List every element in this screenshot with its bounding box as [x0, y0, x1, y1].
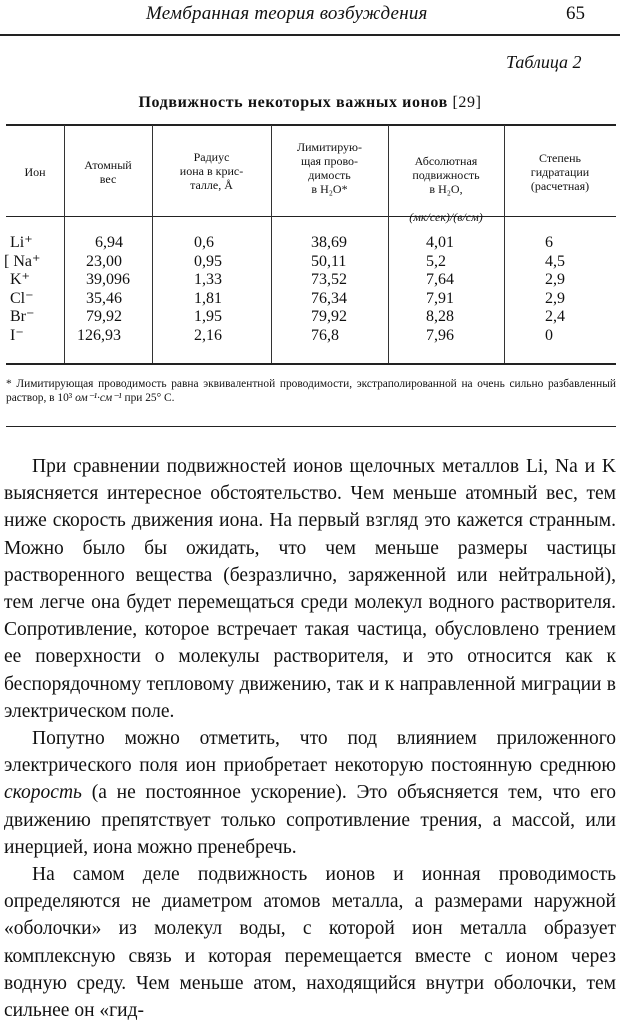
table-cell: 5,2 — [426, 252, 446, 270]
table-cell: 6 — [545, 234, 553, 251]
column-header-radius: Радиус иона в крис- талле, Å — [179, 150, 244, 192]
table-cell: 4,5 — [545, 252, 565, 270]
table-cell: 38,69 — [311, 234, 347, 251]
table-cell: 2,16 — [194, 326, 222, 344]
table-cell: 1,81 — [194, 289, 222, 307]
paragraph — [4, 725, 616, 861]
paragraph-text: Попутно можно отметить, что под влиянием приложенного электрического поля ион приобретает некоторую постоянную среднюю — [4, 728, 616, 777]
hydration-column — [545, 234, 565, 346]
table-cell: 4,01 — [426, 234, 454, 251]
column-header-hydration: Степень гидратации (расчетная) — [530, 151, 590, 193]
ion-column — [4, 234, 41, 346]
table-cell: 7,64 — [426, 271, 454, 289]
column-header-ion: Ион — [24, 165, 46, 179]
absolute-mobility-units: (мк/сек)/(в/см) — [409, 210, 483, 224]
table-cell: 2,9 — [545, 271, 565, 289]
table-cell: 0,95 — [194, 252, 222, 270]
limiting-conductivity-column — [311, 234, 347, 346]
table-title-text: Подвижность некоторых важных ионов — [138, 94, 448, 111]
table-cell: Br⁻ — [10, 308, 35, 326]
table-cell: 8,28 — [426, 308, 454, 326]
table-cell: 6,94 — [95, 234, 123, 251]
table-cell: 79,92 — [86, 308, 122, 326]
radius-column — [194, 234, 222, 346]
table-title — [0, 94, 620, 112]
footnote-text: * Лимитирующая проводимость равна эквивалентной проводимости, экстраполированной на очень сильно разбавленный раствор, в 10³ — [6, 378, 616, 404]
table-cell: 35,46 — [86, 289, 122, 307]
table-cell: 7,96 — [426, 326, 454, 344]
running-title: Мембранная теория возбуждения — [146, 3, 428, 24]
table-cell: 2,4 — [545, 308, 565, 326]
table-reference: [29] — [452, 94, 482, 111]
table-bottom-rule — [6, 363, 616, 365]
table-cell: 23,00 — [86, 252, 122, 270]
table-cell: 73,52 — [311, 271, 347, 289]
table-cell: 76,8 — [311, 326, 339, 344]
table-cell: 7,91 — [426, 289, 454, 307]
paragraph-text: (а не постоянное ускорение). Это объясняется тем, что его движению препятствует только сопротивление трения, а массой, или инерцией, иона можно пренебречь. — [4, 782, 616, 858]
table-cell: 1,95 — [194, 308, 222, 326]
table-cell: 2,9 — [545, 289, 565, 307]
column-header-absolute-mobility — [388, 140, 504, 238]
table-cell: K⁺ — [10, 271, 30, 289]
absolute-mobility-label: Абсолютная подвижность в H₂O, — [412, 154, 480, 196]
absolute-mobility-column — [426, 234, 454, 346]
table-cell: [ Na⁺ — [4, 252, 41, 270]
column-header-limiting-conductivity: Лимитирую- щая прово- димость в H₂O* — [296, 140, 363, 196]
atomic-weight-column — [77, 234, 130, 346]
table-cell: Li⁺ — [10, 234, 33, 251]
table-footnote — [6, 377, 616, 405]
footnote-rule — [6, 426, 616, 427]
table-cell: 0 — [545, 326, 553, 344]
page-number: 65 — [566, 3, 585, 24]
table-cell: 1,33 — [194, 271, 222, 289]
paragraph: При сравнении подвижностей ионов щелочных металлов Li, Na и K выясняется интересное обстоятельство. Чем меньше атомный вес, тем ниже скорость движения иона. На первый взгляд это кажется странным. Можно было бы ожидать, что чем меньше размеры частицы растворенного вещества (безразлично, заряженной или нейтральной), тем легче она будет перемещаться среди молекул водного растворителя. Сопротивление, которое встречает такая частица, обусловлено трением ее поверхности о молекулы растворителя, и это относится как к беспорядочному тепловому движению, так и к направленной миграции в электрическом поле. — [4, 456, 616, 722]
column-header-atomic-weight: Атомный вес — [84, 158, 132, 186]
emphasis-text: скорость — [4, 782, 82, 804]
table-cell: 39,096 — [86, 271, 130, 289]
table-cell: 0,6 — [194, 234, 214, 251]
running-header — [0, 0, 620, 40]
header-rule — [0, 34, 620, 36]
table-cell: I⁻ — [10, 326, 24, 344]
table-cell: 50,11 — [311, 252, 347, 270]
table-cell: Cl⁻ — [10, 289, 34, 307]
table-cell: 76,34 — [311, 289, 347, 307]
table-top-rule — [6, 124, 616, 126]
table-header-rule — [6, 216, 616, 217]
table-cell: 79,92 — [311, 308, 347, 326]
table-cell: 126,93 — [77, 326, 121, 344]
footnote-text-end: при 25° С. — [121, 392, 175, 404]
footnote-units: ом⁻¹·см⁻¹ — [75, 392, 122, 404]
body-text — [4, 453, 616, 1024]
table-label: Таблица 2 — [506, 52, 582, 72]
paragraph: На самом деле подвижность ионов и ионная проводимость определяются не диаметром атомов металла, а размерами наружной «оболочки» из молекул воды, с которой ион металла образует комплексную связь и которая перемещается вместе с ионом через водную среду. Чем меньше атом, находящийся внутри оболочки, тем сильнее он «гид- — [4, 864, 616, 1022]
